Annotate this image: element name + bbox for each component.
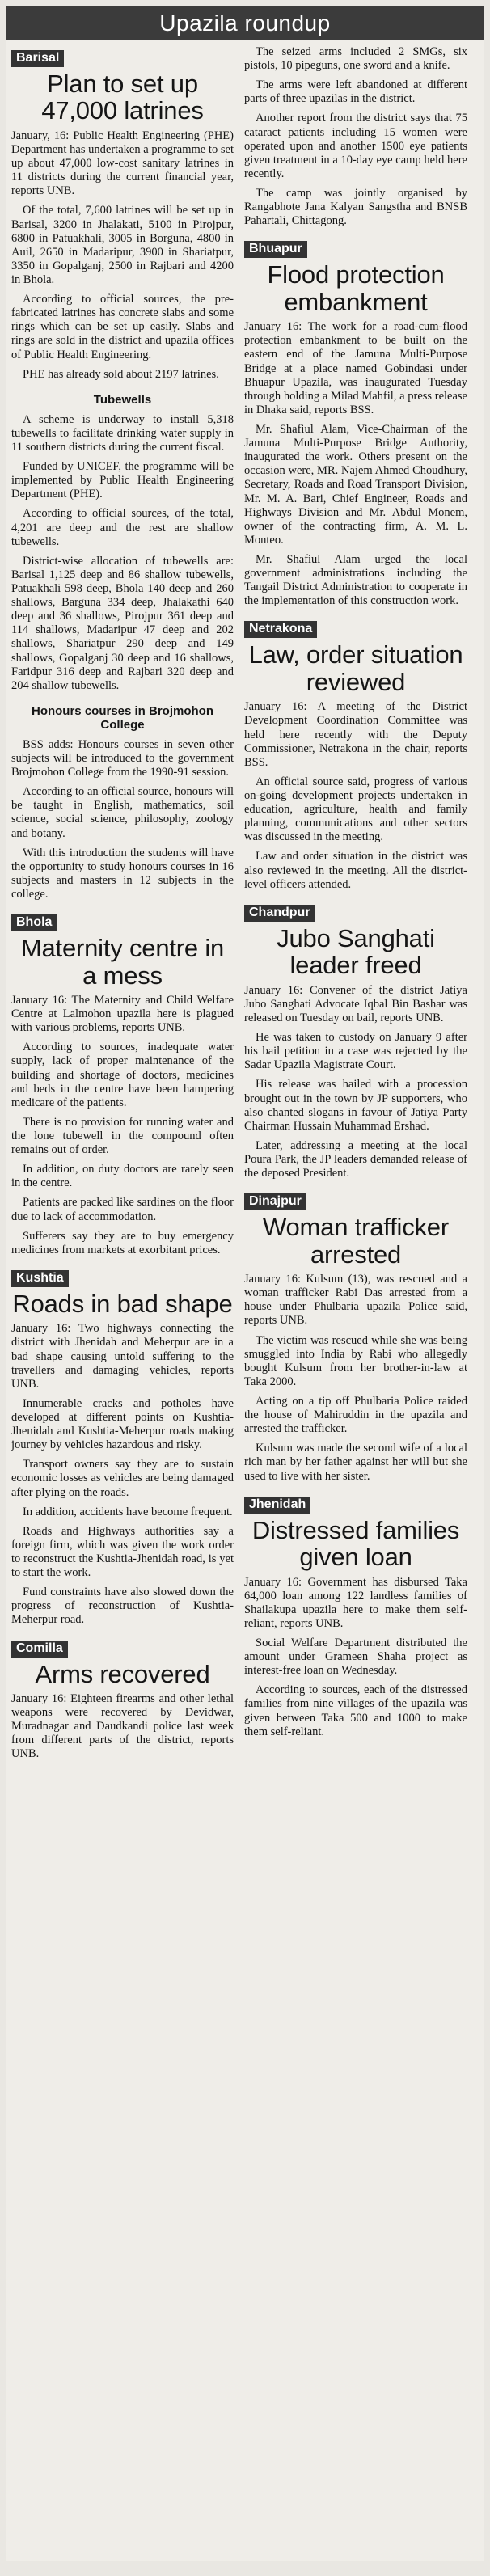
paragraph: Social Welfare Department distributed the amount under Grameen Shaha project as interest-free loan on Wednesday. bbox=[244, 1636, 467, 1678]
paragraph: His release was hailed with a procession brought out in the town by JP supporters, who also chanted slogans in favour of Jatiya Party Chairman Hussain Muhammad Ershad. bbox=[244, 1078, 467, 1133]
paragraph: According to official sources, of the total, 4,201 are deep and the rest are shallow tubewells. bbox=[11, 507, 234, 548]
paragraph: January, 16: Public Health Engineering (PHE) Department has undertaken a programme to set up about 47,000 low-cost sanitary latrines in 11 districts during the current financial year, reports UNB. bbox=[11, 129, 234, 198]
paragraph: District-wise allocation of tubewells are: Barisal 1,125 deep and 86 shallow tubewells, Patuakhali 598 deep, Bhola 140 deep and 260 shallows, Barguna 334 deep, Jhalakathi 640 deep and 36 shallows, Pirojpur 361 deep and 114 shallows, Madaripur 47 deep and 202 shallows, Shariatpur 290 deep and 149 shallows, Gopalganj 30 deep and 16 shallows, Faridpur 316 deep and Rajbari 320 deep and 204 shallow tubewells. bbox=[11, 554, 234, 692]
story-dinajpur bbox=[244, 1189, 467, 1483]
paragraph: With this introduction the students will have the opportunity to study honours courses in 16 subjects and masters in 12 subjects in the college. bbox=[11, 846, 234, 901]
paragraph: January 16: Government has disbursed Taka 64,000 loan among 122 landless families of Shailakupa upazila here to make them self-reliant, reports UNB. bbox=[244, 1575, 467, 1630]
paragraph: According to an official source, honours will be taught in English, mathematics, soil science, social science, philosophy, zoology and botany. bbox=[11, 785, 234, 840]
paragraph: Transport owners say they are to sustain economic losses as vehicles are being damaged after plying on the roads. bbox=[11, 1458, 234, 1499]
paragraph: There is no provision for running water and the lone tubewell in the compound often remains out of order. bbox=[11, 1115, 234, 1157]
paragraph: Funded by UNICEF, the programme will be implemented by Public Health Engineering Department (PHE). bbox=[11, 460, 234, 501]
dateline: Netrakona bbox=[244, 621, 317, 638]
columns bbox=[6, 45, 484, 2561]
paragraph: PHE has already sold about 2197 latrines. bbox=[23, 367, 219, 381]
story-comilla bbox=[11, 1636, 234, 1762]
headline: Plan to set up 47,000 latrines bbox=[41, 70, 204, 125]
left-column bbox=[6, 45, 239, 2561]
paragraph: Another report from the district says that 75 cataract patients including 15 women were operated upon and another 1500 eye patients given treatment in a 10-day eye camp held here recently. bbox=[244, 112, 467, 180]
story-kushtia bbox=[11, 1265, 234, 1628]
headline: Maternity centre in a mess bbox=[20, 934, 225, 990]
paragraph: Sufferers say they are to buy emergency medicines from markets at exorbitant prices. bbox=[11, 1229, 234, 1256]
paragraph: The victim was rescued while she was being smuggled into India by Rabi who allegedly bought Kulsum from her brother-in-law at Taka 2000. bbox=[244, 1333, 467, 1388]
headline: Arms recovered bbox=[35, 1659, 210, 1688]
paragraph: Innumerable cracks and potholes have developed at different points on Kushtia-Jhenidah and Kushtia-Meherpur roads making journey by vehicles hazardous and risky. bbox=[11, 1396, 234, 1452]
dateline: Jhenidah bbox=[244, 1497, 310, 1514]
paragraph: In addition, on duty doctors are rarely seen in the centre. bbox=[11, 1163, 234, 1190]
section-banner: Upazila roundup bbox=[6, 6, 484, 40]
paragraph: Fund constraints have also slowed down the progress of reconstruction of Kushtia-Meherpur road. bbox=[11, 1586, 234, 1627]
paragraph: Mr. Shafiul Alam urged the local government administrations including the Tangail District Administration to cooperate in the implementation of this construction work. bbox=[244, 553, 467, 608]
dateline: Chandpur bbox=[244, 905, 315, 922]
story-chandpur bbox=[244, 900, 467, 1180]
paragraph: January 16: The work for a road-cum-flood protection embankment to be built on the eastern end of the Jamuna Multi-Purpose Bridge at a place named Gobindasi under Bhuapur Upazila, was inaugurated Tuesday through holding a Milad Mahfil, a press release in Dhaka said, reports BSS. bbox=[244, 320, 467, 416]
dateline: Bhola bbox=[11, 914, 57, 931]
headline: Roads in bad shape bbox=[12, 1289, 233, 1318]
subheading: Honours courses in Brojmohon College bbox=[31, 703, 213, 732]
dateline: Bhuapur bbox=[244, 241, 307, 258]
paragraph: A scheme is underway to install 5,318 tubewells to facilitate drinking water supply in 11 southern districts during the current fiscal. bbox=[11, 412, 234, 454]
paragraph: In addition, accidents have become frequent. bbox=[23, 1505, 233, 1518]
story-comilla-continued bbox=[244, 45, 467, 228]
headline: Woman trafficker arrested bbox=[263, 1213, 449, 1269]
right-column bbox=[239, 45, 472, 2561]
paragraph: He was taken to custody on January 9 after his bail petition in a case was rejected by the Sadar Upazila Magistrate Court. bbox=[244, 1031, 467, 1072]
paragraph: Roads and Highways authorities say a foreign firm, which was given the work order to reconstruct the Kushtia-Jhenidah road, is yet to start the work. bbox=[11, 1524, 234, 1580]
headline: Jubo Sanghati leader freed bbox=[277, 923, 435, 980]
paragraph: Acting on a tip off Phulbaria Police raided the house of Mahiruddin in the upazila and arrested the trafficker. bbox=[244, 1394, 467, 1436]
paragraph: BSS adds: Honours courses in seven other subjects will be introduced to the government Brojmohon College from the 1990-91 session. bbox=[11, 737, 234, 779]
newspaper-page bbox=[6, 6, 484, 2561]
paragraph: The seized arms included 2 SMGs, six pistols, 10 pipeguns, one sword and a knife. bbox=[244, 45, 467, 73]
headline: Law, order situation reviewed bbox=[248, 640, 463, 696]
story-jhenidah bbox=[244, 1492, 467, 1739]
story-bhola bbox=[11, 910, 234, 1257]
paragraph: The camp was jointly organised by Rangabhote Jana Kalyan Sangstha and BNSB Pahartali, Chittagong. bbox=[244, 186, 467, 228]
story-barisal bbox=[11, 45, 234, 902]
paragraph: Law and order situation in the district was also reviewed in the meeting. All the district-level officers attended. bbox=[244, 850, 467, 891]
headline: Flood protection embankment bbox=[267, 260, 445, 316]
paragraph: According to sources, each of the distressed families from nine villages of the upazila was given between Taka 500 and 1000 to make them self-reliant. bbox=[244, 1683, 467, 1738]
paragraph: Patients are packed like sardines on the floor due to lack of accommodation. bbox=[11, 1196, 234, 1223]
paragraph: January 16: A meeting of the District Development Coordination Committee was held here recently with the Deputy Commissioner, Netrakona in the chair, reports BSS. bbox=[244, 700, 467, 769]
dateline: Kushtia bbox=[11, 1270, 69, 1287]
dateline: Comilla bbox=[11, 1641, 68, 1658]
dateline: Barisal bbox=[11, 50, 64, 67]
paragraph: January 16: The Maternity and Child Welfare Centre at Lalmohon upazila here is plagued with various problems, reports UNB. bbox=[11, 994, 234, 1035]
paragraph: Kulsum was made the second wife of a local rich man by her father against her will but she used to live with her sister. bbox=[244, 1442, 467, 1483]
subheading: Tubewells bbox=[93, 392, 152, 407]
paragraph: According to sources, inadequate water supply, lack of proper maintenance of the building and shortage of doctors, medicines and beds in the centre have been hampering medicare of the patients. bbox=[11, 1041, 234, 1109]
paragraph: January 16: Eighteen firearms and other lethal weapons were recovered by Devidwar, Muradnagar and Daudkandi police last week from different parts of the district, reports UNB. bbox=[11, 1692, 234, 1761]
paragraph: Of the total, 7,600 latrines will be set up in Barisal, 3200 in Jhalakati, 5100 in Pirojpur, 6800 in Patuakhali, 3005 in Borguna, 4800 in Auil, 2650 in Madaripur, 3900 in Shariatpur, 3350 in Gopalganj, 2500 in Rajbari and 4200 in Bhola. bbox=[11, 204, 234, 287]
paragraph: Mr. Shafiul Alam, Vice-Chairman of the Jamuna Multi-Purpose Bridge Authority, inaugurated the work. Others present on the occasion were, MR. Najem Ahmed Choudhury, Secretary, Roads and Road Transport Division, Mr. M. A. Bari, Chief Engineer, Roads and Highways Division and Mr. Abdul Monem, owner of the contracting firm, A. M. L. Monteo. bbox=[244, 423, 467, 547]
story-netrakona bbox=[244, 616, 467, 891]
paragraph: An official source said, progress of various on-going development projects undertaken in education, agriculture, health and family planning, communications and other sectors was discussed in the meeting. bbox=[244, 775, 467, 844]
headline: Distressed families given loan bbox=[251, 1515, 460, 1572]
paragraph: Later, addressing a meeting at the local Poura Park, the JP leaders demanded release of the deposed President. bbox=[244, 1138, 467, 1180]
paragraph: January 16: Kulsum (13), was rescued and a woman trafficker Rabi Das arrested from a house under Phulbaria upazila Police said, reports UNB. bbox=[244, 1273, 467, 1328]
paragraph: January 16: Two highways connecting the district with Jhenidah and Meherpur are in a bad shape causing untold suffering to the travellers and damaging vehicles, reports UNB. bbox=[11, 1322, 234, 1391]
paragraph: January 16: Convener of the district Jatiya Jubo Sanghati Advocate Iqbal Bin Bashar was released on Tuesday on bail, reports UNB. bbox=[244, 983, 467, 1024]
story-bhuapur bbox=[244, 236, 467, 608]
dateline: Dinajpur bbox=[244, 1193, 306, 1210]
paragraph: The arms were left abandoned at different parts of three upazilas in the district. bbox=[244, 78, 467, 106]
paragraph: According to official sources, the pre-fabricated latrines has concrete slabs and some rings which can be set up easily. Slabs and rings are sold in the district and upazila offices of Public Health Engineering. bbox=[11, 293, 234, 361]
